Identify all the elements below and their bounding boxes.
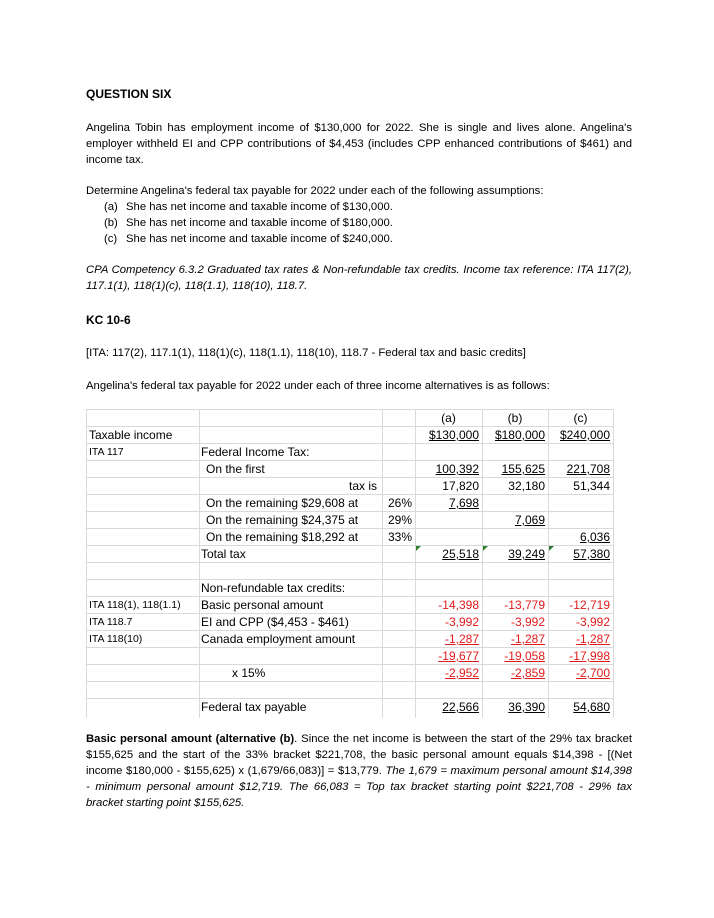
col-header-b: (b) [507,411,523,425]
credit-total-b: -19,058 [504,649,545,663]
question-determine: Determine Angelina's federal tax payable for 2022 under each of the following assumptions: [86,185,544,197]
credit-total-c: -17,998 [569,649,610,663]
remaining-29-label: On the remaining $24,375 at [206,513,359,527]
bpa-b: -13,779 [504,598,545,612]
list-item: (b) She has net income and taxable income of $180,000. [104,217,393,229]
bpa-a: -14,398 [438,598,479,612]
bpa-c: -12,719 [569,598,610,612]
answer-title: KC 10-6 [86,313,131,327]
explanation-text: . Since the net income is between the start of the 29% tax bracket $155,625 and the start of the 33% bracket $221,708, the basic personal amount equals $14,398 - [(Net income $180,000 - $155,625) x (1,679/66,083)] = $13,779. [86,733,632,777]
competency-note: CPA Competency 6.3.2 Graduated tax rates & Non-refundable tax credits. Income tax reference: ITA 117(2), 117.1(1), 118(1)(c), 118(1.1), 118(10), 118.7. [86,264,632,292]
col-header-a: (a) [441,411,456,425]
times-rate-label: x 15% [232,666,266,680]
ita-cea-ref: ITA 118(10) [89,633,143,645]
cea-a: -1,287 [444,632,479,646]
credit-15-a: -2,952 [444,666,479,680]
list-item: (c) She has net income and taxable income of $240,000. [104,233,393,245]
ei-cpp-a: -3,992 [444,615,479,629]
payable-a: 22,566 [442,700,479,714]
formula-flag-icon [416,546,421,551]
explanation-italic: The 1,679 = maximum personal amount $14,398 - minimum personal amount $12,719. The 66,083 = Top tax bracket starting point $221,708 - 29% tax bracket starting point $155,625. [86,765,632,809]
formula-flag-icon [483,546,488,551]
credit-15-b: -2,859 [510,666,545,680]
remaining-33-c: 6,036 [579,530,610,544]
ei-cpp-label: EI and CPP ($4,453 - $461) [201,615,349,629]
payable-c: 54,680 [573,700,610,714]
credits-heading: Non-refundable tax credits: [201,581,346,595]
rate-26: 26% [388,496,413,510]
payable-label: Federal tax payable [201,700,307,714]
ita-117-ref: ITA 117 [89,446,124,458]
remaining-29-b: 7,069 [514,513,545,527]
formula-flag-icon [549,546,554,551]
list-item: (a) She has net income and taxable income of $130,000. [104,201,393,213]
taxable-income-a: $130,000 [428,428,479,442]
total-tax-label: Total tax [201,547,246,561]
assumption-list [104,199,632,247]
remaining-26-a: 7,698 [448,496,479,510]
rate-29: 29% [388,513,413,527]
remaining-26-label: On the remaining $29,608 at [206,496,359,510]
answer-reference: [ITA: 117(2), 117.1(1), 118(1)(c), 118(1.1), 118(10), 118.7 - Federal tax and basic credits] [86,347,526,359]
federal-income-tax-label: Federal Income Tax: [201,445,310,459]
tax-is-a: 17,820 [442,479,479,493]
question-title: QUESTION SIX [86,87,172,101]
on-the-first-c: 221,708 [566,462,610,476]
tax-table [86,409,614,718]
question-intro: Angelina Tobin has employment income of $130,000 for 2022. She is single and lives alone. Angelina's employer withheld EI and CPP contributions of $4,453 (includes CPP enhanced contributions of $461) and income tax. [86,122,632,166]
taxable-income-c: $240,000 [559,428,610,442]
ita-ei-ref: ITA 118.7 [89,616,133,628]
tax-is-b: 32,180 [508,479,545,493]
credit-15-c: -2,700 [575,666,610,680]
payable-b: 36,390 [508,700,545,714]
on-the-first-label: On the first [206,462,265,476]
cea-c: -1,287 [575,632,610,646]
explanation [86,731,632,811]
on-the-first-b: 155,625 [501,462,545,476]
credit-total-a: -19,677 [438,649,479,663]
ei-cpp-c: -3,992 [575,615,610,629]
tax-is-c: 51,344 [573,479,610,493]
total-tax-b: 39,249 [508,547,545,561]
ita-bpa-ref: ITA 118(1), 118(1.1) [89,599,181,611]
cea-b: -1,287 [510,632,545,646]
on-the-first-a: 100,392 [435,462,479,476]
rate-33: 33% [388,530,413,544]
answer-lead: Angelina's federal tax payable for 2022 under each of three income alternatives is as follows: [86,380,550,392]
total-tax-c: 57,380 [573,547,610,561]
taxable-income-label: Taxable income [89,428,173,442]
tax-is-label: tax is [348,479,377,493]
total-tax-a: 25,518 [442,547,479,561]
explanation-lead: Basic personal amount (alternative (b) [86,733,295,745]
taxable-income-b: $180,000 [494,428,545,442]
ei-cpp-b: -3,992 [510,615,545,629]
bpa-label: Basic personal amount [201,598,324,612]
remaining-33-label: On the remaining $18,292 at [206,530,359,544]
cea-label: Canada employment amount [201,632,356,646]
col-header-c: (c) [573,411,588,425]
